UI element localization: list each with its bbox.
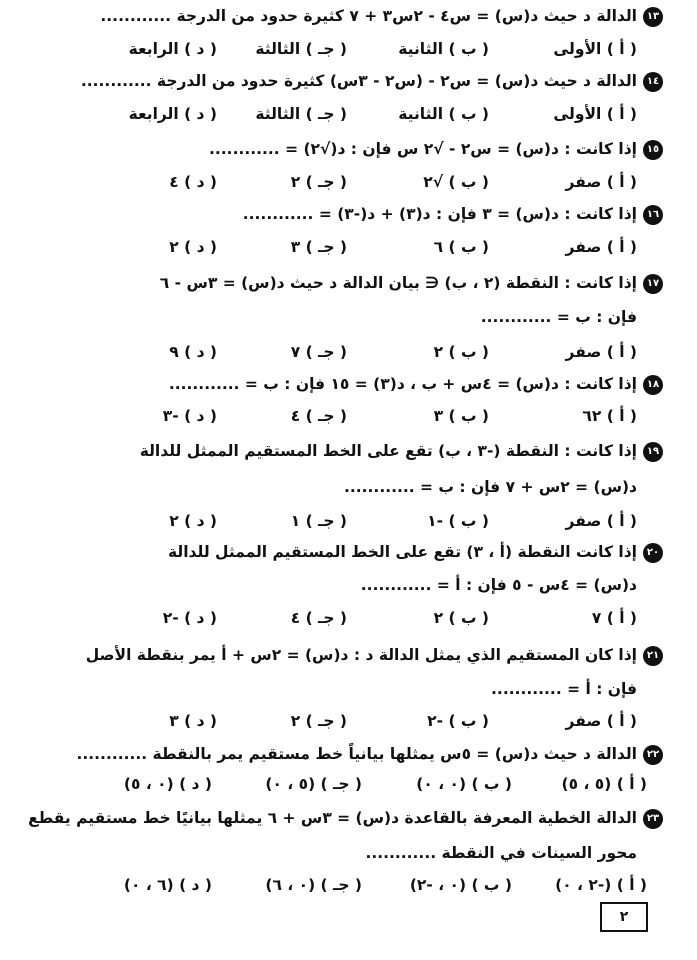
question-text: الدالة د حيث د(س) = س٢ - (س٢ - ٣س) كثيرة حدود من الدرجة ............ bbox=[80, 72, 637, 90]
question-16 bbox=[30, 203, 663, 225]
choice-d[interactable]: ( د ) ٩ bbox=[169, 343, 217, 361]
choice-c[interactable]: ( جـ ) ٣ bbox=[290, 238, 347, 256]
choice-d[interactable]: ( د ) ٤ bbox=[169, 173, 217, 191]
choice-b[interactable]: ( ب ) ٣ bbox=[433, 407, 489, 425]
question-17-line-2 bbox=[30, 306, 637, 328]
choices-18 bbox=[70, 405, 637, 427]
choice-b[interactable]: ( ب ) الثانية bbox=[398, 105, 489, 123]
choice-a[interactable]: ( أ ) (٥ ، ٥) bbox=[561, 775, 647, 793]
choice-c[interactable]: ( جـ ) ٢ bbox=[290, 173, 347, 191]
choice-b[interactable]: ( ب ) ٦ bbox=[433, 238, 489, 256]
question-number: ١٩ bbox=[643, 442, 663, 462]
choices-15 bbox=[70, 171, 637, 193]
choice-c[interactable]: ( جـ ) ٧ bbox=[290, 343, 347, 361]
choice-d[interactable]: ( د ) ٢ bbox=[169, 238, 217, 256]
question-text: الدالة د حيث د(س) = س٤ - ٢س٣ + ٧ كثيرة حدود من الدرجة ............ bbox=[100, 7, 637, 25]
choice-c[interactable]: ( جـ ) ٢ bbox=[290, 712, 347, 730]
question-text: إذا كانت : النقطة (-٣ ، ب) تقع على الخط المستقيم الممثل للدالة bbox=[139, 442, 637, 460]
choice-c[interactable]: ( جـ ) ٤ bbox=[290, 407, 347, 425]
choice-a[interactable]: ( أ ) صفر bbox=[565, 238, 637, 256]
choices-16 bbox=[70, 236, 637, 258]
choice-d[interactable]: ( د ) (٠ ، ٥) bbox=[123, 775, 212, 793]
question-number: ١٤ bbox=[643, 72, 663, 92]
choice-d[interactable]: ( د ) -٣ bbox=[162, 407, 217, 425]
question-text: فإن : أ = ............ bbox=[491, 680, 637, 698]
choices-21 bbox=[70, 710, 637, 732]
choice-b[interactable]: ( ب ) الثانية bbox=[398, 40, 489, 58]
choice-c[interactable]: ( جـ ) ٤ bbox=[290, 609, 347, 627]
choice-c[interactable]: ( جـ ) (٠ ، ٦) bbox=[265, 876, 362, 894]
question-20-line-2 bbox=[30, 574, 637, 596]
choices-22 bbox=[40, 773, 647, 795]
question-text: فإن : ب = ............ bbox=[480, 308, 637, 326]
question-text: الدالة الخطية المعرفة بالقاعدة د(س) = ٣س + ٦ يمثلها بيانيًا خط مستقيم يقطع bbox=[28, 809, 637, 827]
choice-a[interactable]: ( أ ) صفر bbox=[565, 512, 637, 530]
choice-c[interactable]: ( جـ ) الثالثة bbox=[255, 40, 347, 58]
choice-d[interactable]: ( د ) ٣ bbox=[169, 712, 217, 730]
question-text: د(س) = ٢س + ٧ فإن : ب = ............ bbox=[343, 478, 637, 496]
choice-d[interactable]: ( د ) ٢ bbox=[169, 512, 217, 530]
choice-c[interactable]: ( جـ ) (٥ ، ٠) bbox=[265, 775, 362, 793]
question-23-line-2 bbox=[30, 842, 637, 864]
question-15 bbox=[30, 138, 663, 160]
question-text: إذا كانت : د(س) = س٢ - √٢ س فإن : د(√٢) = ............ bbox=[209, 140, 637, 158]
question-14 bbox=[30, 70, 663, 92]
choice-c[interactable]: ( جـ ) الثالثة bbox=[255, 105, 347, 123]
question-text: محور السينات في النقطة ............ bbox=[365, 844, 637, 862]
page-number: ٢ bbox=[600, 902, 648, 932]
choice-b[interactable]: ( ب ) -١ bbox=[427, 512, 489, 530]
question-number: ٢٠ bbox=[643, 543, 663, 563]
question-text: إذا كان المستقيم الذي يمثل الدالة د : د(س) = ٢س + أ يمر بنقطة الأصل bbox=[85, 646, 637, 664]
choices-23 bbox=[40, 874, 647, 896]
question-text: الدالة د حيث د(س) = ٥س يمثلها بيانياً خط مستقيم يمر بالنقطة ............ bbox=[76, 745, 637, 763]
choice-a[interactable]: ( أ ) صفر bbox=[565, 712, 637, 730]
choice-b[interactable]: ( ب ) (٠ ، ٠) bbox=[416, 775, 512, 793]
choice-d[interactable]: ( د ) الرابعة bbox=[128, 105, 217, 123]
question-number: ١٦ bbox=[643, 205, 663, 225]
question-13 bbox=[30, 5, 663, 27]
question-number: ٢٣ bbox=[643, 809, 663, 829]
question-22 bbox=[30, 743, 663, 765]
choices-13 bbox=[70, 38, 637, 60]
choice-b[interactable]: ( ب ) -٢ bbox=[427, 712, 489, 730]
choice-a[interactable]: ( أ ) ٧ bbox=[591, 609, 637, 627]
question-text: إذا كانت : د(س) = ٣ فإن : د(٣) + د(-٣) = ............ bbox=[242, 205, 637, 223]
choice-a[interactable]: ( أ ) الأولى bbox=[553, 40, 637, 58]
question-18 bbox=[30, 373, 663, 395]
question-number: ٢٢ bbox=[643, 745, 663, 765]
question-text: إذا كانت : النقطة (٢ ، ب) ∈ بيان الدالة د حيث د(س) = ٣س - ٦ bbox=[159, 274, 637, 292]
choice-d[interactable]: ( د ) (٦ ، ٠) bbox=[123, 876, 212, 894]
choice-b[interactable]: ( ب ) (٠ ، -٢) bbox=[409, 876, 512, 894]
question-text: إذا كانت : د(س) = ٤س + ب ، د(٣) = ١٥ فإن : ب = ............ bbox=[168, 375, 637, 393]
choices-14 bbox=[70, 103, 637, 125]
question-text: إذا كانت النقطة (أ ، ٣) تقع على الخط المستقيم الممثل للدالة bbox=[168, 543, 637, 561]
question-number: ١٥ bbox=[643, 140, 663, 160]
choice-a[interactable]: ( أ ) الأولى bbox=[553, 105, 637, 123]
choices-19 bbox=[70, 510, 637, 532]
choice-a[interactable]: ( أ ) ٦٢ bbox=[582, 407, 637, 425]
choice-d[interactable]: ( د ) -٢ bbox=[162, 609, 217, 627]
question-number: ١٣ bbox=[643, 7, 663, 27]
choice-a[interactable]: ( أ ) صفر bbox=[565, 343, 637, 361]
choices-20 bbox=[70, 607, 637, 629]
question-19-line-2 bbox=[30, 476, 637, 498]
choice-b[interactable]: ( ب ) √٢ bbox=[423, 173, 489, 191]
question-21-line-2 bbox=[30, 678, 637, 700]
question-number: ١٧ bbox=[643, 274, 663, 294]
choice-a[interactable]: ( أ ) (-٢ ، ٠) bbox=[555, 876, 647, 894]
question-17 bbox=[30, 272, 663, 294]
question-number: ٢١ bbox=[643, 646, 663, 666]
question-23 bbox=[30, 807, 663, 829]
choice-d[interactable]: ( د ) الرابعة bbox=[128, 40, 217, 58]
choices-17 bbox=[70, 341, 637, 363]
question-text: د(س) = ٤س - ٥ فإن : أ = ............ bbox=[360, 576, 637, 594]
question-21 bbox=[30, 644, 663, 666]
choice-a[interactable]: ( أ ) صفر bbox=[565, 173, 637, 191]
choice-b[interactable]: ( ب ) ٢ bbox=[433, 343, 489, 361]
choice-c[interactable]: ( جـ ) ١ bbox=[290, 512, 347, 530]
question-19 bbox=[30, 440, 663, 462]
question-20 bbox=[30, 541, 663, 563]
choice-b[interactable]: ( ب ) ٢ bbox=[433, 609, 489, 627]
question-number: ١٨ bbox=[643, 375, 663, 395]
